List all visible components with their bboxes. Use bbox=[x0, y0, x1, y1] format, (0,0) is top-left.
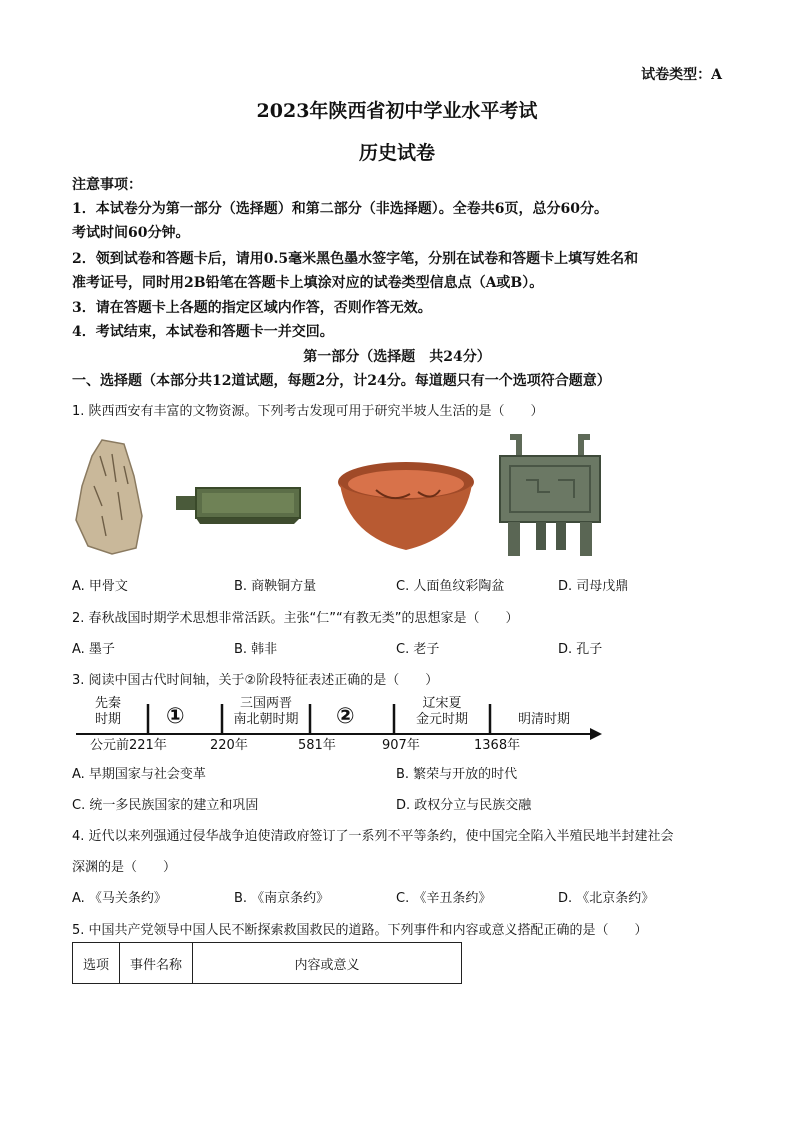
exam-title: 2023年陕西省初中学业水平考试 bbox=[256, 100, 538, 122]
section1-title: 一、选择题（本部分共12道试题，每题2分，计24分。每道题只有一个选项符合题意） bbox=[72, 373, 611, 389]
question-1-stem: 1. 陕西西安有丰富的文物资源。下列考古发现可用于研究半坡人生活的是（ ） bbox=[72, 404, 544, 419]
question-1-option-a: A. 甲骨文 bbox=[72, 579, 128, 594]
question-2-option-d: D. 孔子 bbox=[558, 642, 603, 657]
table-header-cell: 内容或意义 bbox=[193, 943, 462, 984]
part1-title: 第一部分（选择题 共24分） bbox=[303, 349, 491, 365]
bronze-ding-image bbox=[496, 432, 604, 558]
note-line: 准考证号，同时用2B铅笔在答题卡上填涂对应的试卷类型信息点（A或B）。 bbox=[72, 275, 544, 291]
timeline-period-wei-jin: 三国两晋 南北朝时期 bbox=[233, 696, 299, 727]
question-2-option-a: A. 墨子 bbox=[72, 642, 115, 657]
painted-pottery-basin-image bbox=[336, 460, 476, 554]
question-1-option-b: B. 商鞅铜方量 bbox=[234, 579, 317, 594]
exam-subtitle: 历史试卷 bbox=[358, 142, 435, 164]
question-4-stem: 4. 近代以来列强通过侵华战争迫使清政府签订了一系列不平等条约，使中国完全陷入半殖民地半封建社会 bbox=[72, 829, 674, 844]
question-4-option-d: D. 《北京条约》 bbox=[558, 891, 655, 906]
question-3-stem: 3. 阅读中国古代时间轴，关于②阶段特征表述正确的是（ ） bbox=[72, 673, 439, 688]
question-4-option-a: A. 《马关条约》 bbox=[72, 891, 167, 906]
question-3-option-c: C. 统一多民族国家的建立和巩固 bbox=[72, 798, 259, 813]
question-2-option-c: C. 老子 bbox=[396, 642, 440, 657]
note-line: 1．本试卷分为第一部分（选择题）和第二部分（非选择题）。全卷共6页，总分60分。 bbox=[72, 201, 608, 217]
history-timeline bbox=[72, 694, 612, 758]
question-1-option-d: D. 司母戊鼎 bbox=[558, 579, 629, 594]
question-2-option-b: B. 韩非 bbox=[234, 642, 278, 657]
timeline-period-pre-qin: 先秦 时期 bbox=[94, 696, 121, 727]
timeline-period-liao-song: 辽宋夏 金元时期 bbox=[415, 696, 468, 727]
table-header-cell: 事件名称 bbox=[120, 943, 193, 984]
note-line: 考试时间60分钟。 bbox=[72, 225, 190, 241]
timeline-year: 1368年 bbox=[474, 738, 521, 753]
question-3-option-a: A. 早期国家与社会变革 bbox=[72, 767, 206, 782]
paper-type-label: 试卷类型：A bbox=[641, 67, 722, 83]
timeline-period-1: ① bbox=[166, 704, 185, 729]
table-header-cell: 选项 bbox=[73, 943, 120, 984]
timeline-period-2: ② bbox=[336, 704, 355, 729]
note-line: 4．考试结束，本试卷和答题卡一并交回。 bbox=[72, 324, 334, 340]
question-4-stem-cont: 深渊的是（ ） bbox=[72, 860, 177, 875]
question-5-table bbox=[72, 942, 462, 984]
question-2-stem: 2. 春秋战国时期学术思想非常活跃。主张“仁”“有教无类”的思想家是（ ） bbox=[72, 611, 519, 626]
question-4-option-c: C. 《辛丑条约》 bbox=[396, 891, 492, 906]
timeline-year: 581年 bbox=[298, 738, 336, 753]
question-5-stem: 5. 中国共产党领导中国人民不断探索救国救民的道路。下列事件和内容或意义搭配正确的是（ ） bbox=[72, 923, 648, 938]
bronze-measure-image bbox=[176, 484, 304, 528]
note-line: 2．领到试卷和答题卡后，请用0.5毫米黑色墨水签字笔，分别在试卷和答题卡上填写姓名和 bbox=[72, 251, 639, 267]
timeline-year: 公元前221年 bbox=[90, 738, 167, 753]
notes-heading: 注意事项： bbox=[72, 177, 142, 193]
table-row bbox=[73, 943, 462, 984]
timeline-year: 220年 bbox=[210, 738, 248, 753]
question-1-option-c: C. 人面鱼纹彩陶盆 bbox=[396, 579, 505, 594]
question-4-option-b: B. 《南京条约》 bbox=[234, 891, 330, 906]
note-line: 3．请在答题卡上各题的指定区域内作答，否则作答无效。 bbox=[72, 300, 432, 316]
timeline-period-ming-qing: 明清时期 bbox=[517, 712, 570, 727]
question-3-option-b: B. 繁荣与开放的时代 bbox=[396, 767, 518, 782]
question-3-option-d: D. 政权分立与民族交融 bbox=[396, 798, 532, 813]
oracle-bone-image bbox=[72, 436, 152, 556]
timeline-year: 907年 bbox=[382, 738, 420, 753]
